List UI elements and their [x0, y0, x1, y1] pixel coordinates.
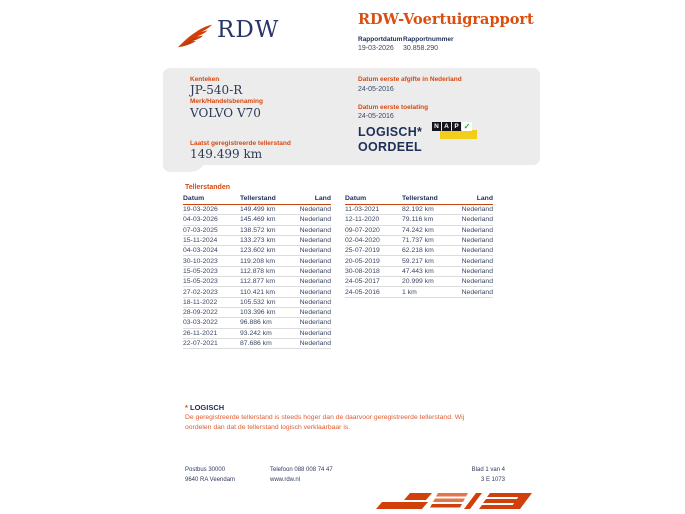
cell-land: Nederland [461, 237, 493, 245]
cell-land: Nederland [461, 216, 493, 224]
report-date-value: 19-03-2026 [358, 45, 394, 52]
cell-datum: 20-05-2019 [345, 257, 380, 265]
table-row [183, 287, 331, 297]
cell-datum: 19-03-2026 [183, 206, 218, 214]
cell-land: Nederland [299, 309, 331, 317]
odometer-table-left [183, 195, 331, 349]
cell-tellerstand: 145.469 km [240, 216, 276, 224]
table-row [183, 236, 331, 246]
footnote-heading [185, 403, 224, 412]
first-issue-label: Datum eerste afgifte in Nederland [358, 76, 462, 83]
cell-datum: 07-03-2025 [183, 226, 218, 234]
cell-land: Nederland [299, 319, 331, 327]
cell-tellerstand: 149.499 km [240, 206, 276, 214]
cell-tellerstand: 93.242 km [240, 329, 272, 337]
cell-datum: 03-03-2022 [183, 319, 218, 327]
cell-tellerstand: 74.242 km [402, 226, 434, 234]
odometer-table-title: Tellerstanden [185, 184, 230, 191]
cell-tellerstand: 20.999 km [402, 278, 434, 286]
table-row [183, 318, 331, 328]
report-number-value: 30.858.290 [403, 45, 439, 52]
cell-land: Nederland [461, 288, 493, 296]
cell-datum: 25-07-2019 [345, 247, 380, 255]
table-body-right [345, 205, 493, 298]
footnote-body: De geregistreerde tellerstand is steeds hoger dan de daarvoor geregistreerde tellerstand. Wij oordelen dan dat de tellerstand logisch verklaarbaar is. [185, 414, 465, 431]
table-row [183, 308, 331, 318]
cell-datum: 15-05-2023 [183, 267, 218, 275]
cell-tellerstand: 112.878 km [240, 267, 276, 275]
cell-land: Nederland [299, 257, 331, 265]
cell-datum: 09-07-2020 [345, 226, 380, 234]
cell-datum: 30-10-2023 [183, 257, 218, 265]
document-title: RDW-Voertuigrapport [358, 11, 534, 28]
cell-datum: 28-09-2022 [183, 309, 218, 317]
make-value: VOLVO V70 [190, 106, 261, 120]
table-row [183, 226, 331, 236]
make-label: Merk/Handelsbenaming [190, 98, 263, 105]
header-tellerstand: Tellerstand [402, 195, 438, 202]
cell-land: Nederland [461, 257, 493, 265]
cell-tellerstand: 1 km [402, 288, 417, 296]
footer-address-line2: 9640 RA Veendam [185, 477, 236, 483]
speed-stripes-graphic [372, 490, 532, 512]
table-row [345, 226, 493, 236]
table-row [345, 267, 493, 277]
table-body-left [183, 205, 331, 349]
table-row [345, 236, 493, 246]
nap-logo-yellow-bar [440, 130, 477, 139]
nap-letter-p: P [452, 122, 461, 131]
rdw-logo-swoosh-icon [176, 23, 214, 50]
cell-datum: 11-03-2021 [345, 206, 380, 214]
odometer-table-right [345, 195, 493, 298]
header-land: Land [476, 195, 493, 202]
table-row [345, 256, 493, 266]
nap-logo [432, 122, 480, 141]
cell-land: Nederland [299, 340, 331, 347]
report-date-label: Rapportdatum [358, 36, 403, 43]
rdw-logo-text: RDW [217, 17, 280, 43]
cell-tellerstand: 79.116 km [402, 216, 434, 224]
footer-phone: Telefoon 088 008 74 47 [270, 467, 333, 473]
verdict-line1: LOGISCH* [358, 125, 423, 139]
cell-land: Nederland [299, 278, 331, 286]
cell-datum: 24-05-2017 [345, 278, 380, 286]
cell-datum: 27-02-2023 [183, 288, 218, 296]
table-row [183, 277, 331, 287]
table-header-row [183, 195, 331, 205]
nap-checkmark-icon: ✓ [463, 122, 471, 131]
cell-datum: 12-11-2020 [345, 216, 380, 224]
footer-address-line1: Postbus 30000 [185, 467, 226, 473]
report-number-label: Rapportnummer [403, 36, 454, 43]
license-plate-label: Kenteken [190, 76, 220, 83]
cell-tellerstand: 96.886 km [240, 319, 272, 327]
table-row [183, 205, 331, 215]
cell-land: Nederland [299, 206, 331, 214]
cell-land: Nederland [299, 216, 331, 224]
cell-datum: 02-04-2020 [345, 237, 380, 245]
cell-land: Nederland [299, 247, 331, 255]
odometer-label: Laatst geregistreerde tellerstand [190, 140, 291, 147]
table-row [183, 256, 331, 266]
cell-land: Nederland [299, 298, 331, 306]
cell-land: Nederland [299, 226, 331, 234]
cell-tellerstand: 123.602 km [240, 247, 276, 255]
footnote-heading-text: LOGISCH [190, 403, 225, 412]
cell-datum: 15-05-2023 [183, 278, 218, 286]
header-datum: Datum [183, 195, 205, 202]
cell-tellerstand: 105.532 km [240, 298, 276, 306]
cell-tellerstand: 119.208 km [240, 257, 276, 265]
nap-letter-a: A [442, 122, 451, 131]
cell-tellerstand: 112.877 km [240, 278, 276, 286]
cell-datum: 26-11-2021 [183, 329, 218, 337]
cell-tellerstand: 47.443 km [402, 267, 434, 275]
cell-tellerstand: 87.686 km [240, 340, 272, 347]
verdict-line2: OORDEEL [358, 140, 422, 154]
cell-datum: 24-05-2016 [345, 288, 380, 296]
license-plate-value: JP-540-R [190, 83, 243, 97]
cell-land: Nederland [461, 278, 493, 286]
cell-datum: 30-08-2018 [345, 267, 380, 275]
cell-datum: 18-11-2022 [183, 298, 218, 306]
footnote-asterisk: * [185, 403, 188, 412]
footer-form-code: 3 E 1073 [480, 477, 505, 483]
cell-tellerstand: 62.218 km [402, 247, 434, 255]
cell-tellerstand: 103.396 km [240, 309, 276, 317]
cell-datum: 22-07-2021 [183, 340, 218, 347]
cell-land: Nederland [299, 267, 331, 275]
cell-datum: 15-11-2024 [183, 237, 218, 245]
odometer-value: 149.499 km [190, 147, 263, 161]
cell-tellerstand: 71.737 km [402, 237, 434, 245]
nap-letter-n: N [432, 122, 441, 131]
table-row [183, 267, 331, 277]
cell-datum: 04-03-2026 [183, 216, 218, 224]
table-row [183, 215, 331, 225]
table-row [345, 287, 493, 297]
table-row [345, 205, 493, 215]
table-row [183, 339, 331, 349]
table-row [183, 246, 331, 256]
header-datum: Datum [345, 195, 367, 202]
cell-tellerstand: 59.217 km [402, 257, 434, 265]
cell-datum: 04-03-2024 [183, 247, 218, 255]
first-admission-label: Datum eerste toelating [358, 104, 429, 111]
first-admission-value: 24-05-2016 [358, 113, 394, 120]
cell-land: Nederland [461, 267, 493, 275]
table-row [345, 246, 493, 256]
cell-tellerstand: 138.572 km [240, 226, 276, 234]
table-row [183, 329, 331, 339]
cell-land: Nederland [461, 247, 493, 255]
cell-land: Nederland [299, 329, 331, 337]
footer-website[interactable]: www.rdw.nl [270, 477, 301, 483]
footer-page-indicator: Blad 1 van 4 [471, 467, 505, 473]
table-row [345, 215, 493, 225]
cell-tellerstand: 82.192 km [402, 206, 434, 214]
first-issue-value: 24-05-2016 [358, 86, 394, 93]
cell-land: Nederland [299, 237, 331, 245]
table-row [183, 298, 331, 308]
table-row [345, 277, 493, 287]
table-header-row [345, 195, 493, 205]
cell-land: Nederland [299, 288, 331, 296]
header-tellerstand: Tellerstand [240, 195, 276, 202]
header-land: Land [314, 195, 331, 202]
cell-tellerstand: 110.421 km [240, 288, 276, 296]
cell-land: Nederland [461, 226, 493, 234]
cell-land: Nederland [461, 206, 493, 214]
cell-tellerstand: 133.273 km [240, 237, 276, 245]
